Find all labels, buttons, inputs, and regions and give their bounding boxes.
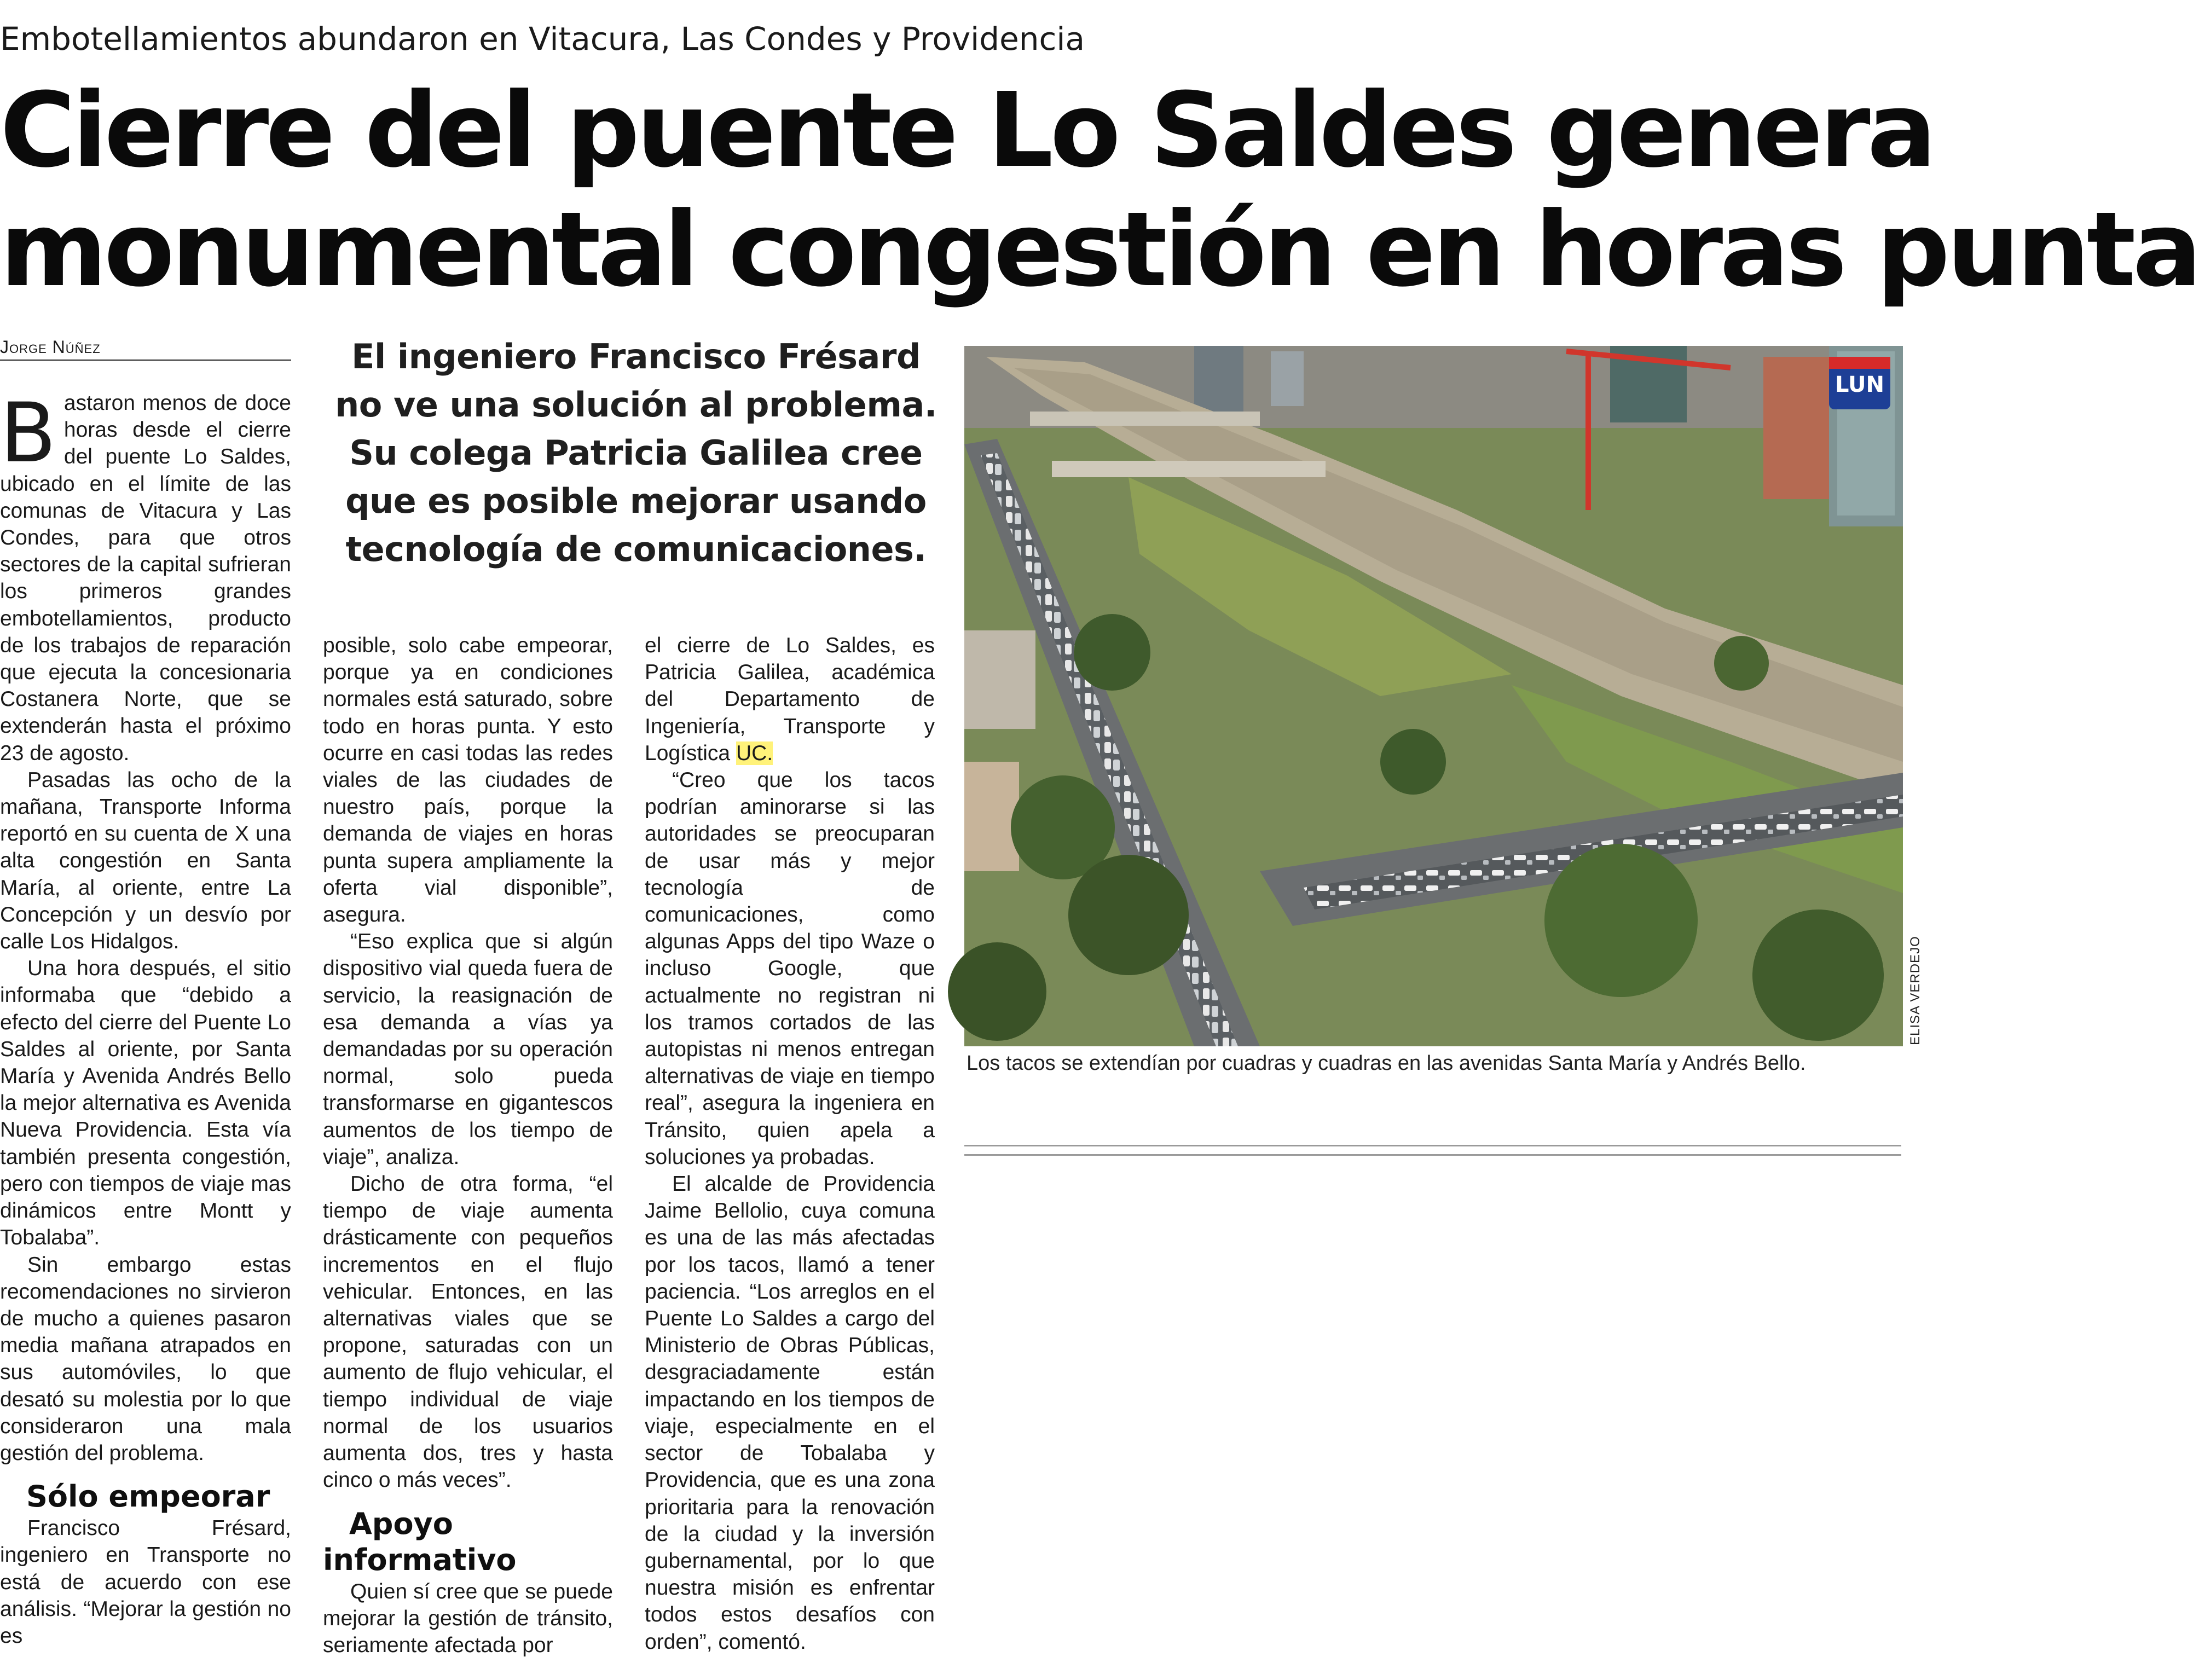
paragraph xyxy=(645,632,935,767)
byline: Jorge Núñez xyxy=(0,337,291,361)
aerial-photo xyxy=(964,346,1903,1046)
subhead: Sólo empeorar xyxy=(26,1479,270,1514)
paragraph-text: el cierre de Lo Saldes, es Patricia Galilea, académica del Departamento de Ingeniería, Transporte y Logística xyxy=(645,634,935,765)
paragraph: El alcalde de Providencia Jaime Bellolio, cuya comuna es una de las más afectadas por los tacos, llamó a tener paciencia. “Los arreglos en el Puente Lo Saldes a cargo del Ministerio de Obras Públicas, desgraciadamente están impactando en los tiempos de viaje, especialmente en el sector de Tobalaba y Providencia, que es una zona prioritaria para la renovación de la ciudad y la inversión gubernamental, por lo que nuestra misión es enfrentar todos estos desafíos con orden”, comentó. xyxy=(645,1172,935,1654)
drop-cap: B xyxy=(0,386,56,481)
kicker: Embotellamientos abundaron en Vitacura, Las Condes y Providencia xyxy=(0,20,1085,57)
photo-credit: ELISA VERDEJO xyxy=(1908,936,1923,1045)
photo-caption: Los tacos se extendían por cuadras y cuadras en las avenidas Santa María y Andrés Bello. xyxy=(967,1052,1806,1075)
paragraph: Quien sí cree que se puede mejorar la gestión de tránsito, seriamente afectada por xyxy=(323,1579,613,1657)
paragraph: Sin embargo estas recomendaciones no sirvieron de mucho a quienes pasaron media mañana atrapados en sus automóviles, lo que desató su molestia por lo que consideraron una mala gestión del problema. xyxy=(0,1253,291,1465)
paragraph: Dicho de otra forma, “el tiempo de viaje aumenta drásticamente con pequeños incrementos en el flujo vehicular. Entonces, en las alternativas viales que se propone, saturadas con un aumento de flujo vehicular, el tiempo individual de viaje normal de los usuarios aumenta dos, tres y hasta cinco o más veces”. xyxy=(323,1172,613,1492)
subhead: Apoyo informativo xyxy=(323,1506,517,1577)
headline-line-2: monumental congestión en horas punta xyxy=(0,190,2199,310)
column-2 xyxy=(323,632,613,1659)
lun-logo: LUN xyxy=(1829,357,1890,409)
paragraph-text: astaron menos de doce horas desde el cierre del puente Lo Saldes, ubicado en el límite de las comunas de Vitacura y Las Condes, para que otros sectores de la capital sufrieran los primeros grandes embotellamientos, producto de los trabajos de reparación que ejecuta la concesionaria Costanera Norte, que se extenderán hasta el próximo 23 de agosto. xyxy=(0,391,291,765)
column-1 xyxy=(0,386,291,1649)
paragraph: posible, solo cabe empeorar, porque ya en condiciones normales está saturado, sobre todo en horas punta. Y esto ocurre en casi todas las redes viales de las ciudades de nuestro país, porque la demanda de viajes en horas punta supera ampliamente la oferta vial disponible”, asegura. xyxy=(323,634,613,927)
headline-line-1: Cierre del puente Lo Saldes genera xyxy=(0,71,1934,190)
paragraph: Francisco Frésard, ingeniero en Transporte no está de acuerdo con ese análisis. “Mejorar la gestión no es xyxy=(0,1516,291,1648)
headline xyxy=(0,71,2199,310)
paragraph: “Creo que los tacos podrían aminorarse si las autoridades se preocuparan de usar más y mejor tecnología de comunicaciones, como algunas Apps del tipo Waze o incluso Google, que actualmente no registran ni los tramos cortados de las autopistas ni menos entregan alternativas de viaje en tiempo real”, asegura la ingeniera en Tránsito, quien apela a soluciones ya probadas. xyxy=(645,768,935,1169)
deck: El ingeniero Francisco Frésard no ve una solución al problema. Su colega Patricia Galilea cree que es posible mejorar usando tecnología de comunicaciones. xyxy=(335,337,937,569)
section-divider xyxy=(964,1145,1901,1156)
paragraph: Una hora después, el sitio informaba que “debido a efecto del cierre del Puente Lo Saldes al oriente, por Santa María y Avenida Andrés Bello la mejor alternativa es Avenida Nueva Providencia. Esta vía también presenta congestión, pero con tiempos de viaje mas dinámicos entre Montt y Tobalaba”. xyxy=(0,957,291,1250)
column-3 xyxy=(645,632,935,1655)
paragraph: “Eso explica que si algún dispositivo vial queda fuera de servicio, la reasignación de esa demanda a vías ya demandadas por su operación normal, solo pueda transformarse en gigantescos aumentos de los tiempo de viaje”, analiza. xyxy=(323,930,613,1169)
paragraph xyxy=(0,386,291,767)
highlighted-text: UC. xyxy=(736,741,773,765)
aerial-photo-illustration xyxy=(964,346,1903,1046)
paragraph: Pasadas las ocho de la mañana, Transporte Informa reportó en su cuenta de X una alta congestión en Santa María, al oriente, entre La Concepción y un desvío por calle Los Hidalgos. xyxy=(0,768,291,954)
